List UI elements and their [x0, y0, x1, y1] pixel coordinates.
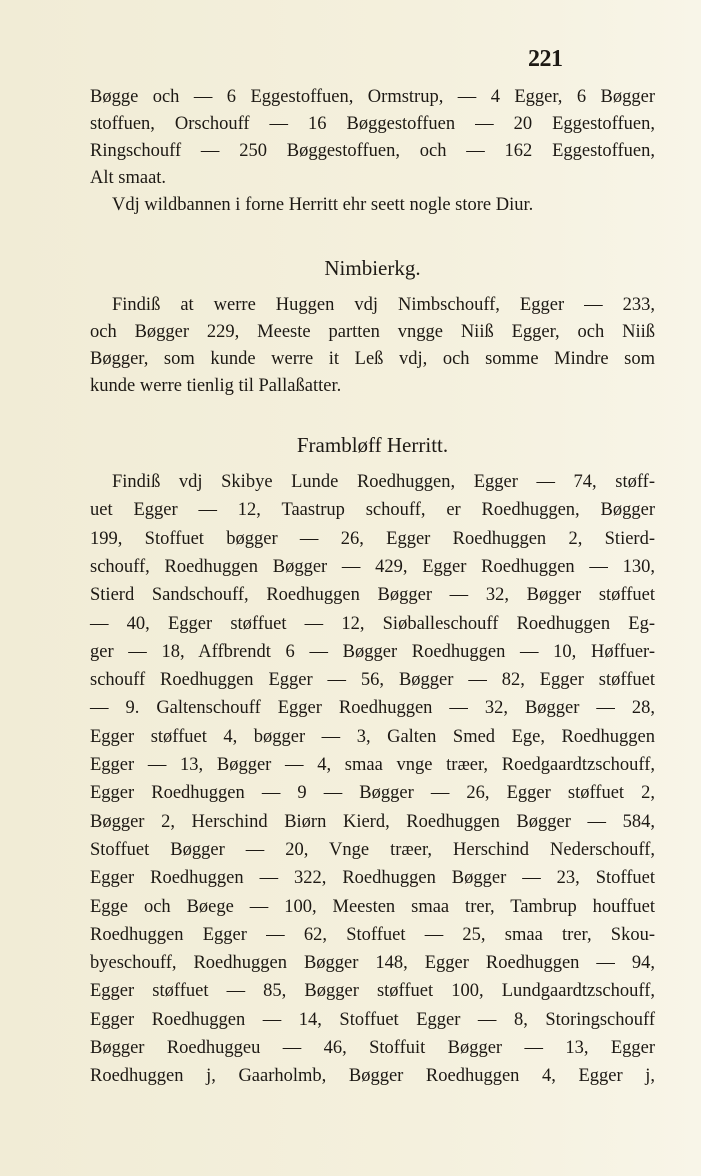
section-heading: Frambløff Herritt.	[296, 433, 449, 457]
page-number: 221	[528, 46, 563, 72]
section-heading: Nimbierkg.	[324, 256, 421, 280]
